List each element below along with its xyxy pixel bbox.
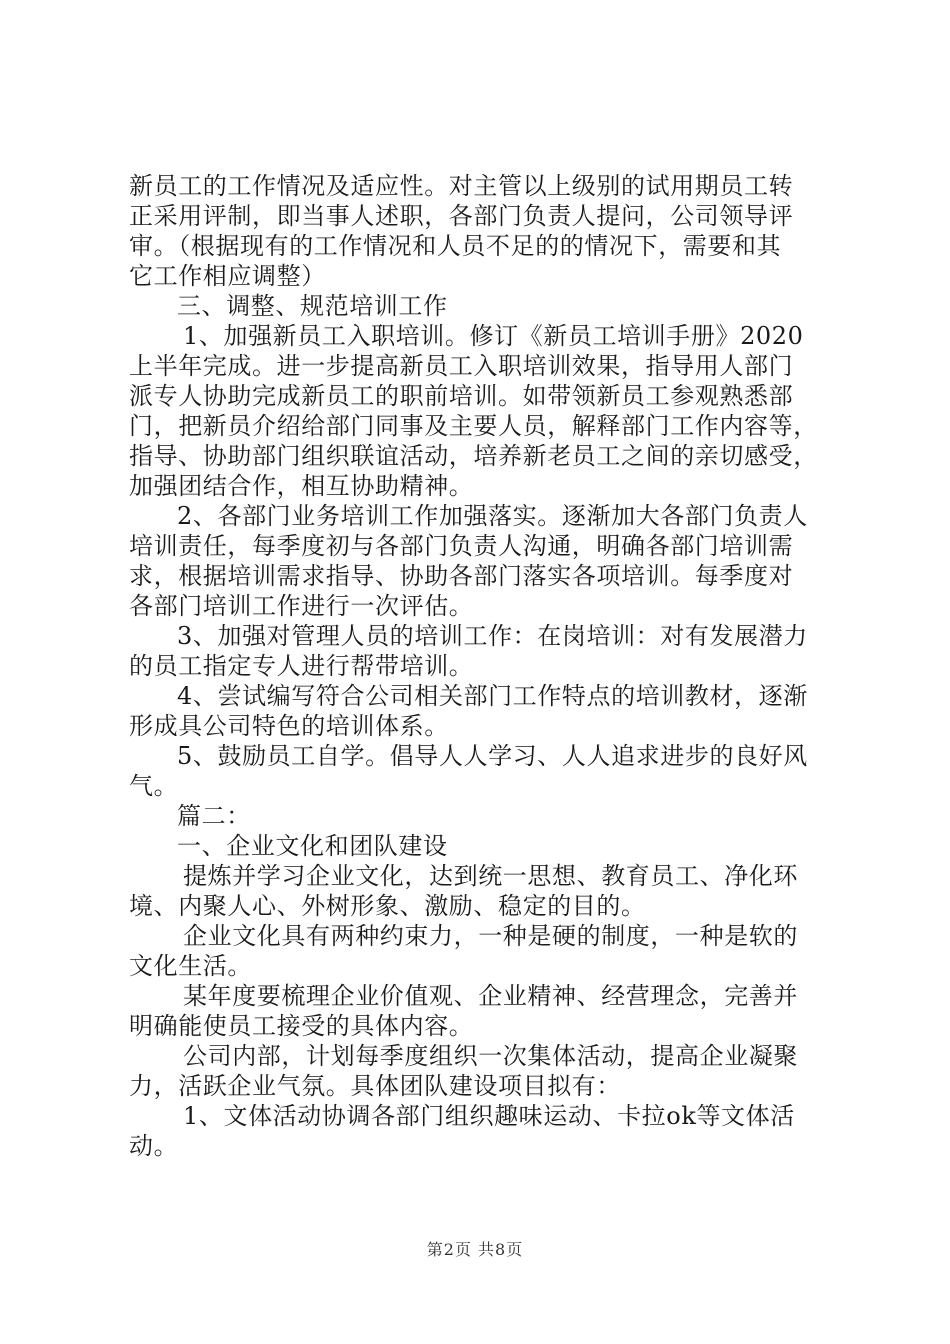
text-line: 它工作相应调整）	[129, 262, 326, 290]
text-line: 培训责任，每季度初与各部门负责人沟通，明确各部门培训需	[129, 532, 794, 560]
text-line: 上半年完成。进一步提高新员工入职培训效果，指导用人部门	[129, 352, 794, 380]
text-line: 公司内部，计划每季度组织一次集体活动，提高企业凝聚	[183, 1042, 798, 1070]
text-line: 求，根据培训需求指导、协助各部门落实各项培训。每季度对	[129, 562, 794, 590]
text-line: 指导、协助部门组织联谊活动，培养新老员工之间的亲切感受，	[129, 442, 818, 470]
section-heading: 一、企业文化和团队建设	[177, 832, 448, 860]
text-line: 文化生活。	[129, 952, 252, 980]
section-heading: 篇二：	[177, 802, 251, 830]
section-heading: 三、调整、规范培训工作	[177, 292, 448, 320]
text-line: 新员工的工作情况及适应性。对主管以上级别的试用期员工转	[129, 172, 794, 200]
text-line: 正采用评制，即当事人述职，各部门负责人提问，公司领导评	[129, 202, 794, 230]
text-line: 力，活跃企业气氛。具体团队建设项目拟有：	[129, 1072, 621, 1100]
page-number-footer: 第2页 共8页	[426, 1240, 524, 1259]
text-line: 1、加强新员工入职培训。修订《新员工培训手册》2020	[183, 322, 804, 350]
text-line: 门，把新员介绍给部门同事及主要人员，解释部门工作内容等，	[129, 412, 818, 440]
text-line: 各部门培训工作进行一次评估。	[129, 592, 474, 620]
text-line: 境、内聚人心、外树形象、激励、稳定的目的。	[129, 892, 646, 920]
text-line: 动。	[129, 1132, 179, 1160]
text-line: 审。（根据现有的工作情况和人员不足的的情况下，需要和其	[129, 232, 782, 260]
text-line: 明确能使员工接受的具体内容。	[129, 1012, 474, 1040]
text-line: 派专人协助完成新员工的职前培训。如带领新员工参观熟悉部	[129, 382, 794, 410]
text-line: 3、加强对管理人员的培训工作：在岗培训：对有发展潜力	[177, 622, 808, 650]
text-line: 气。	[129, 772, 179, 800]
document-body	[129, 171, 829, 1161]
text-line: 某年度要梳理企业价值观、企业精神、经营理念，完善并	[183, 982, 798, 1010]
text-line: 加强团结合作，相互协助精神。	[129, 472, 474, 500]
text-line: 1、文体活动协调各部门组织趣味运动、卡拉ok等文体活	[183, 1102, 795, 1130]
text-line: 5、鼓励员工自学。倡导人人学习、人人追求进步的良好风	[177, 742, 808, 770]
text-line: 的员工指定专人进行帮带培训。	[129, 652, 474, 680]
text-line: 2、各部门业务培训工作加强落实。逐渐加大各部门负责人	[177, 502, 808, 530]
text-line: 提炼并学习企业文化，达到统一思想、教育员工、净化环	[183, 862, 798, 890]
text-line: 企业文化具有两种约束力，一种是硬的制度，一种是软的	[183, 922, 798, 950]
text-line: 4、尝试编写符合公司相关部门工作特点的培训教材，逐渐	[177, 682, 808, 710]
text-line: 形成具公司特色的培训体系。	[129, 712, 449, 740]
